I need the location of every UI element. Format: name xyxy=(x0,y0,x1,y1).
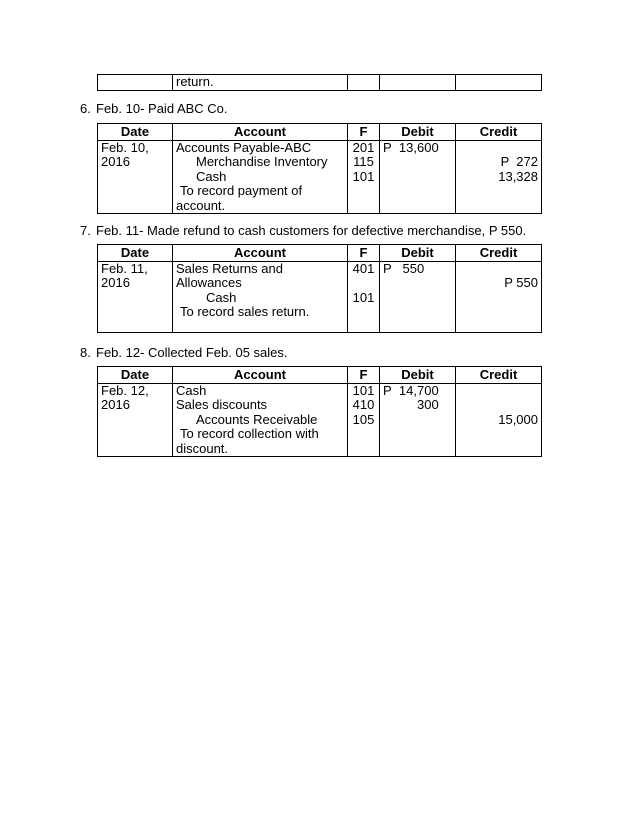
col-f: F xyxy=(348,124,380,141)
date-cell: Feb. 11, 2016 xyxy=(98,261,173,332)
credit-cell: 15,000 xyxy=(456,383,542,457)
col-f: F xyxy=(348,367,380,384)
col-account: Account xyxy=(173,367,348,384)
col-debit: Debit xyxy=(380,245,456,262)
col-debit: Debit xyxy=(380,124,456,141)
col-f: F xyxy=(348,245,380,262)
f-cell xyxy=(348,75,380,91)
account-cell: return. xyxy=(173,75,348,91)
entry-heading-7: 7. Feb. 11- Made refund to cash customers for defective merchandise, P 550. xyxy=(80,223,527,238)
f-cell: 101 410 105 xyxy=(348,383,380,457)
credit-cell: P 550 xyxy=(456,261,542,332)
debit-cell xyxy=(380,75,456,91)
entry-heading-8: 8. Feb. 12- Collected Feb. 05 sales. xyxy=(80,345,288,360)
debit-cell: P 14,700 300 xyxy=(380,383,456,457)
col-date: Date xyxy=(98,245,173,262)
date-cell: Feb. 10, 2016 xyxy=(98,140,173,214)
date-cell: Feb. 12, 2016 xyxy=(98,383,173,457)
debit-cell: P 13,600 xyxy=(380,140,456,214)
journal-table-8 xyxy=(97,366,542,457)
f-cell: 401 101 xyxy=(348,261,380,332)
col-date: Date xyxy=(98,367,173,384)
col-credit: Credit xyxy=(456,367,542,384)
account-cell: Sales Returns and Allowances Cash To record sales return. xyxy=(173,261,348,332)
col-credit: Credit xyxy=(456,124,542,141)
col-account: Account xyxy=(173,245,348,262)
account-cell: Accounts Payable-ABC Merchandise Inventory Cash To record payment of account. xyxy=(173,140,348,214)
continued-journal-table xyxy=(97,74,542,91)
col-credit: Credit xyxy=(456,245,542,262)
col-date: Date xyxy=(98,124,173,141)
debit-cell: P 550 xyxy=(380,261,456,332)
credit-cell: P 272 13,328 xyxy=(456,140,542,214)
entry-heading-6: 6. Feb. 10- Paid ABC Co. xyxy=(80,101,228,116)
col-account: Account xyxy=(173,124,348,141)
credit-cell xyxy=(456,75,542,91)
journal-table-6 xyxy=(97,123,542,214)
f-cell: 201 115 101 xyxy=(348,140,380,214)
date-cell xyxy=(98,75,173,91)
col-debit: Debit xyxy=(380,367,456,384)
account-cell: Cash Sales discounts Accounts Receivable To record collection with discount. xyxy=(173,383,348,457)
journal-table-7 xyxy=(97,244,542,333)
